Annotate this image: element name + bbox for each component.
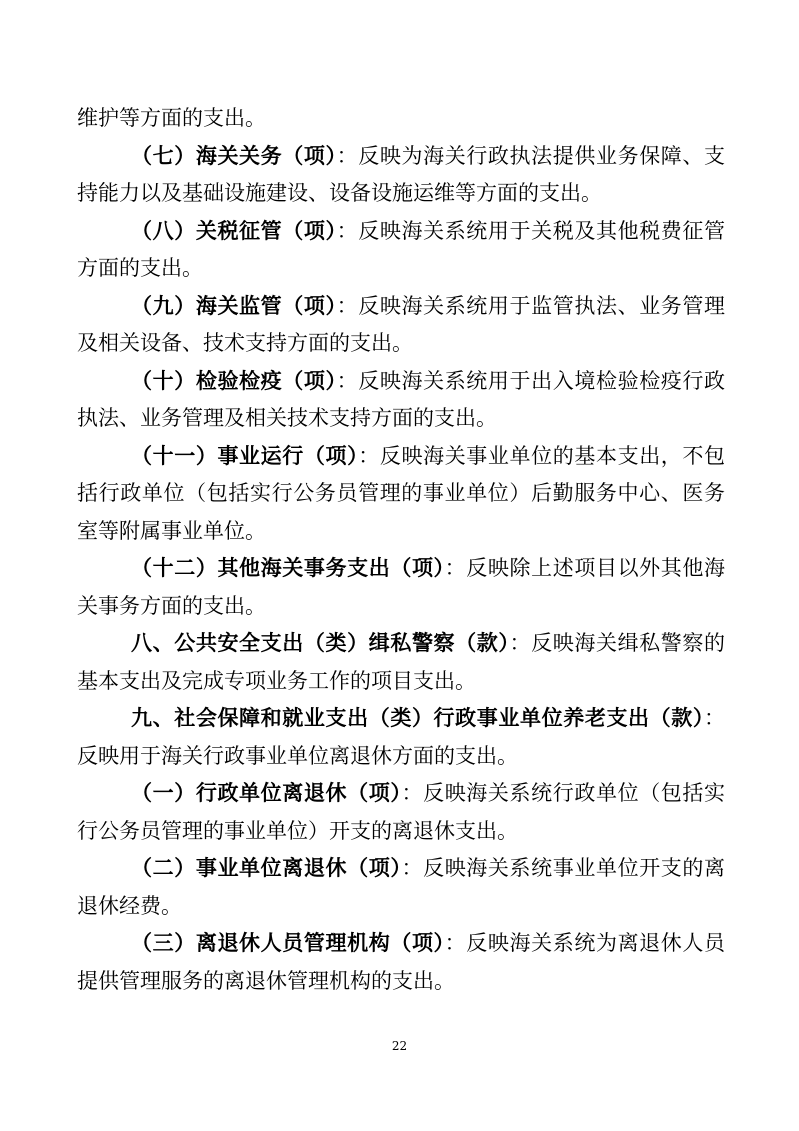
paragraph-heading: （三）离退休人员管理机构（项） [131, 931, 445, 955]
continuation-paragraph [77, 100, 725, 138]
paragraph-body: 反映海关缉私警察的基本支出及完成专项业务工作的项目支出。 [77, 631, 726, 693]
paragraph-heading: （十）检验检疫（项） [131, 368, 337, 393]
paragraph-institution-retirement [77, 850, 725, 925]
paragraph-separator: ： [336, 143, 359, 168]
paragraph-heading: （十二）其他海关事务支出（项） [131, 556, 445, 580]
paragraph-institution-operation [77, 438, 725, 551]
paragraph-customs-supervision [77, 288, 725, 363]
page-number: 22 [391, 1039, 408, 1053]
paragraph-body: 反映海关系统行政单位（包括实行公务员管理的事业单位）开支的离退休支出。 [77, 781, 726, 843]
paragraph-heading: （一）行政单位离退休（项） [131, 781, 402, 805]
paragraph-body: 反映海关系统用于监管执法、业务管理及相关设备、技术支持方面的支出。 [77, 293, 726, 355]
paragraph-administrative-retirement [77, 775, 725, 850]
paragraph-separator: ： [401, 856, 424, 880]
paragraph-customs-affairs [77, 138, 725, 213]
paragraph-heading: （十一）事业运行（项） [131, 443, 359, 468]
paragraph-inspection-quarantine [77, 363, 725, 438]
continuation-text: 维护等方面的支出。 [77, 106, 266, 130]
paragraph-heading: （八）关税征管（项） [131, 218, 337, 243]
paragraph-body: 反映海关系统为离退休人员提供管理服务的离退休管理机构的支出。 [77, 931, 726, 993]
paragraph-heading: 八、公共安全支出（类）缉私警察（款） [131, 631, 510, 655]
paragraph-tariff-collection [77, 213, 725, 288]
paragraph-body: 反映除上述项目以外其他海关事务方面的支出。 [77, 556, 726, 618]
paragraph-heading: 九、社会保障和就业支出（类）行政事业单位养老支出（款） [131, 706, 704, 730]
paragraph-separator: ： [336, 293, 359, 318]
paragraph-separator: ： [444, 931, 467, 955]
paragraph-separator: ： [509, 631, 532, 655]
paragraph-separator: ： [444, 556, 467, 580]
paragraph-separator: ： [336, 218, 359, 243]
paragraph-body: 反映海关事业单位的基本支出，不包括行政单位（包括实行公务员管理的事业单位）后勤服务中心、医务室等附属事业单位。 [77, 443, 726, 543]
paragraph-body: 反映用于海关行政事业单位离退休方面的支出。 [77, 743, 518, 768]
paragraph-heading: （七）海关关务（项） [131, 143, 337, 168]
paragraph-anti-smuggling-police [77, 625, 725, 700]
paragraph-other-customs-expenditure [77, 550, 725, 625]
paragraph-retiree-management [77, 925, 725, 1000]
paragraph-pension-expenditure [77, 700, 725, 775]
document-body [77, 100, 725, 1000]
paragraph-heading: （二）事业单位离退休（项） [131, 856, 402, 880]
paragraph-separator: ： [401, 781, 424, 805]
paragraph-separator: ： [358, 443, 380, 468]
paragraph-heading: （九）海关监管（项） [131, 293, 337, 318]
paragraph-body: 反映海关系统事业单位开支的离退休经费。 [77, 856, 726, 918]
paragraph-separator: ： [704, 706, 725, 730]
paragraph-body: 反映海关系统用于出入境检验检疫行政执法、业务管理及相关技术支持方面的支出。 [77, 368, 726, 430]
paragraph-separator: ： [336, 368, 359, 393]
paragraph-body: 反映为海关行政执法提供业务保障、支持能力以及基础设施建设、设备设施运维等方面的支出。 [77, 143, 726, 205]
paragraph-body: 反映海关系统用于关税及其他税费征管方面的支出。 [77, 218, 726, 280]
